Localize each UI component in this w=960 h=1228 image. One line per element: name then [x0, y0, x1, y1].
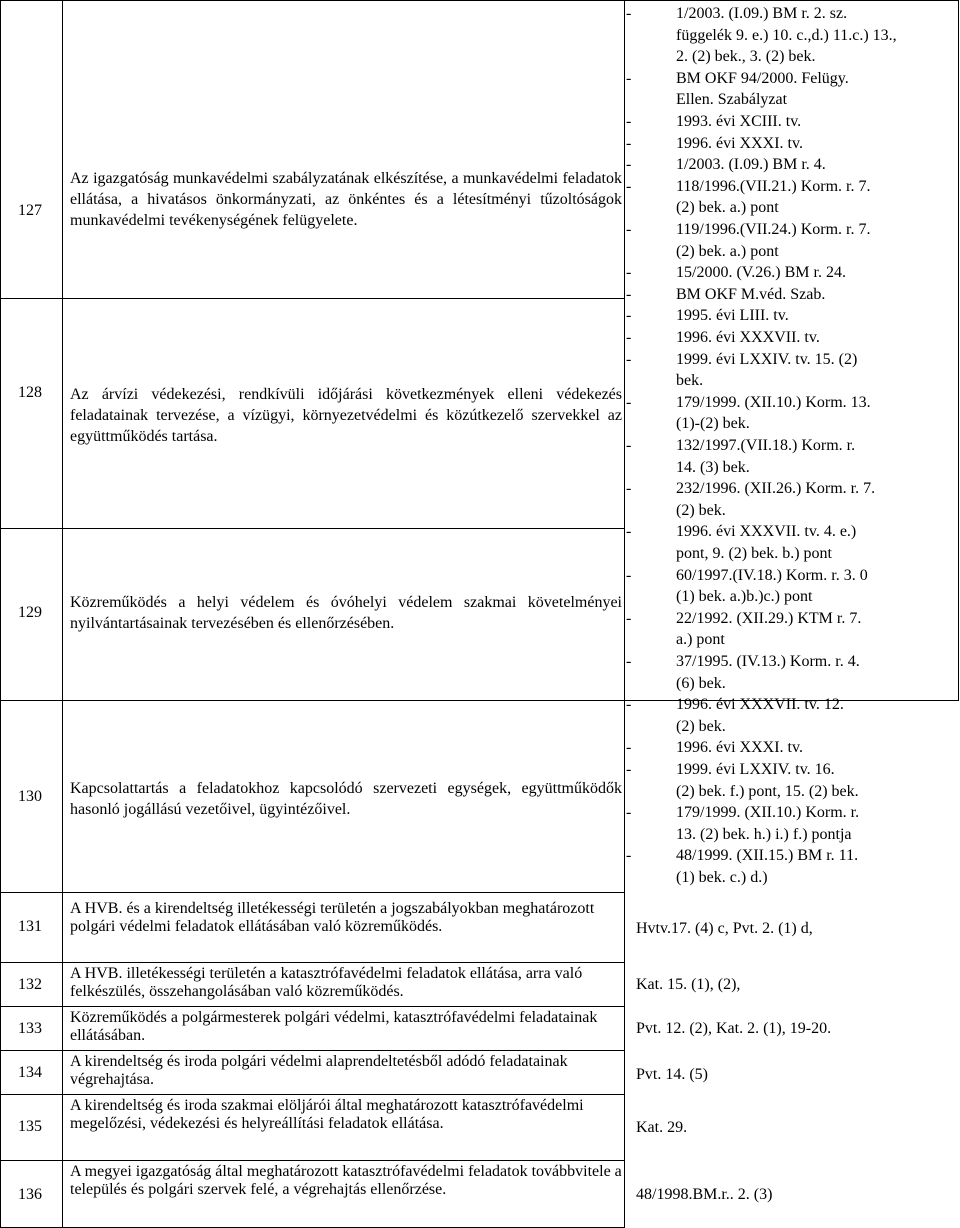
legal-reference-item: [624, 759, 956, 802]
legal-reference-line: (2) bek. a.) pont: [676, 242, 779, 260]
legal-reference-item: [624, 737, 956, 759]
list-dash: -: [626, 696, 632, 714]
list-dash: -: [626, 523, 632, 541]
legal-reference-item: [624, 219, 956, 262]
list-dash: -: [626, 285, 632, 303]
row-number: 129: [18, 604, 42, 621]
legal-reference-line: 15/2000. (V.26.) BM r. 24.: [676, 264, 846, 282]
list-dash: -: [626, 264, 632, 282]
legal-reference-item: [624, 176, 956, 219]
list-dash: -: [626, 437, 632, 454]
legal-reference: Hvtv.17. (4) c, Pvt. 2. (1) d,: [636, 920, 813, 937]
legal-reference-item: [624, 154, 956, 176]
row-number: 134: [18, 1064, 42, 1081]
table-right-border: [958, 0, 959, 700]
legal-reference-line: 232/1996. (XII.26.) Korm. r. 7.: [676, 480, 876, 498]
legal-reference-line: (1) bek. c.) d.): [676, 868, 768, 886]
row-separator: [0, 1160, 624, 1161]
legal-reference: Pvt. 14. (5): [636, 1066, 708, 1083]
legal-reference-line: 119/1996.(VII.24.) Korm. r. 7.: [676, 221, 871, 238]
task-description: Az árvízi védekezési, rendkívüli időjárási következmények elleni védekezés feladatainak tervezése, a vízügyi, környezetvédelmi és közútkezelő szervekkel az együttműködés tartása.: [70, 386, 622, 445]
row-separator: [0, 298, 624, 299]
row-separator: [0, 1094, 624, 1095]
list-dash: -: [626, 739, 632, 757]
legal-reference-line: 179/1999. (XII.10.) Korm. 13.: [676, 393, 871, 411]
legal-reference-item: [624, 845, 956, 888]
legal-reference-line: 1996. évi XXXVII. tv. 12.: [676, 696, 844, 714]
task-description: Közreműködés a polgármesterek polgári védelmi, katasztrófavédelmi feladatainak ellátásában.: [70, 1009, 598, 1044]
row-number: 127: [18, 202, 42, 219]
legal-reference-line: 14. (3) bek.: [676, 458, 750, 476]
row-number: 135: [18, 1118, 42, 1135]
list-dash: -: [626, 156, 632, 174]
legal-reference-line: 118/1996.(VII.21.) Korm. r. 7.: [676, 177, 871, 195]
legal-reference-item: [624, 262, 956, 284]
list-dash: -: [626, 480, 632, 498]
column-divider-num: [62, 0, 63, 1228]
legal-reference-item: [624, 802, 956, 845]
legal-reference-line: pont, 9. (2) bek. b.) pont: [676, 544, 832, 562]
legal-reference-line: bek.: [676, 372, 704, 390]
legal-reference-item: [624, 3, 956, 68]
legal-reference-line: függelék 9. e.) 10. c.,d.) 11.c.) 13.,: [676, 26, 897, 44]
legal-reference-item: [624, 305, 956, 327]
list-dash: -: [626, 350, 632, 368]
list-dash: -: [626, 804, 632, 822]
list-dash: -: [626, 847, 632, 865]
legal-reference-line: 1/2003. (I.09.) BM r. 4.: [676, 156, 826, 174]
task-description: A HVB. illetékességi területén a katasztrófavédelmi feladatok ellátása, arra való felkészülés, összehangolásában való közreműködés.: [70, 965, 583, 1000]
task-description: A megyei igazgatóság által meghatározott katasztrófavédelmi feladatok továbbvitele a település és polgári szervek felé, a végrehajtás ellenőrzése.: [70, 1163, 622, 1198]
legal-reference-line: 1996. évi XXXVII. tv.: [676, 329, 820, 346]
list-dash: -: [626, 307, 632, 325]
legal-reference-line: (1)-(2) bek.: [676, 415, 750, 433]
legal-reference-line: BM OKF M.véd. Szab.: [676, 285, 826, 303]
task-description: Kapcsolattartás a feladatokhoz kapcsolódó szervezeti egységek, együttműködők hasonló jogállású vezetőivel, ügyintézőivel.: [70, 780, 622, 818]
legal-reference-line: 48/1999. (XII.15.) BM r. 11.: [676, 847, 859, 865]
legal-reference: Kat. 29.: [636, 1119, 688, 1136]
legal-reference-line: 2. (2) bek., 3. (2) bek.: [676, 48, 816, 66]
list-dash: -: [626, 177, 632, 195]
legal-reference-line: 1999. évi LXXIV. tv. 16.: [676, 761, 835, 778]
list-dash: -: [626, 393, 632, 411]
legal-reference-item: [624, 651, 956, 694]
list-dash: -: [626, 221, 632, 238]
list-dash: -: [626, 5, 632, 22]
legal-reference-line: (2) bek.: [676, 717, 726, 735]
legal-reference-item: [624, 478, 956, 521]
legal-reference-line: (2) bek.: [676, 501, 726, 519]
legal-reference-item: [624, 694, 956, 737]
task-description: A kirendeltség és iroda polgári védelmi alaprendeltetésből adódó feladatainak végrehajtása.: [70, 1053, 568, 1088]
legal-reference-item: [624, 133, 956, 155]
legal-reference-line: 22/1992. (XII.29.) KTM r. 7.: [676, 609, 862, 627]
list-dash: -: [626, 134, 632, 152]
legal-reference-line: BM OKF 94/2000. Felügy.: [676, 69, 849, 87]
task-description: A kirendeltség és iroda szakmai elöljárói által meghatározott katasztrófavédelmi megelőzési, védekezési és helyreállítási feladatok ellátása.: [70, 1097, 584, 1132]
list-dash: -: [626, 653, 632, 670]
legal-reference-line: 1996. évi XXXI. tv.: [676, 739, 803, 757]
list-dash: -: [626, 113, 632, 130]
legal-reference-line: 1/2003. (I.09.) BM r. 2. sz.: [676, 5, 848, 22]
legal-reference-item: [624, 392, 956, 435]
legal-reference-item: [624, 608, 956, 651]
legal-reference-line: (6) bek.: [676, 674, 726, 692]
legal-reference-item: [624, 68, 956, 111]
row-number: 132: [18, 976, 42, 993]
legal-reference-item: [624, 111, 956, 133]
task-description: Közreműködés a helyi védelem és óvóhelyi védelem szakmai követelményei nyilvántartásainak tervezésében és ellenőrzésében.: [70, 594, 622, 632]
list-dash: -: [626, 761, 632, 778]
legal-reference-line: a.) pont: [676, 631, 725, 649]
row-separator: [0, 528, 624, 529]
legal-reference-line: 1996. évi XXXVII. tv. 4. e.): [676, 523, 857, 541]
legal-reference-line: 132/1997.(VII.18.) Korm. r.: [676, 437, 856, 454]
table-top-border: [0, 0, 959, 1]
legal-reference: 48/1998.BM.r.. 2. (3): [636, 1186, 773, 1203]
row-number: 128: [18, 384, 42, 401]
list-dash: -: [626, 609, 632, 627]
legal-reference-line: (1) bek. a.)b.)c.) pont: [676, 588, 813, 606]
legal-reference-line: 1993. évi XCIII. tv.: [676, 113, 802, 130]
row-separator: [0, 1050, 624, 1051]
legal-reference-item: [624, 521, 956, 564]
task-description: A HVB. és a kirendeltség illetékességi területén a jogszabályokban meghatározott polgári védelmi feladatok ellátásában való közreműködés.: [70, 900, 595, 935]
row-number: 131: [18, 918, 42, 935]
list-dash: -: [626, 329, 632, 346]
legal-reference-line: 1999. évi LXXIV. tv. 15. (2): [676, 350, 858, 368]
legal-reference-line: 13. (2) bek. h.) i.) f.) pontja: [676, 825, 852, 843]
legal-reference-item: [624, 327, 956, 349]
list-dash: -: [626, 566, 632, 584]
legal-reference-item: [624, 349, 956, 392]
legal-reference-item: [624, 284, 956, 306]
list-dash: -: [626, 69, 632, 87]
legal-reference-item: [624, 435, 956, 478]
legal-reference-line: (2) bek. a.) pont: [676, 199, 779, 217]
legal-reference-line: 179/1999. (XII.10.) Korm. r.: [676, 804, 860, 822]
row-separator: [0, 1006, 624, 1007]
row-number: 130: [18, 788, 42, 805]
legal-reference: Pvt. 12. (2), Kat. 2. (1), 19-20.: [636, 1020, 832, 1037]
row-number: 136: [18, 1186, 42, 1203]
task-description: Az igazgatóság munkavédelmi szabályzatának elkészítése, a munkavédelmi feladatok ellátása, a hivatásos önkormányzati, az önkéntes és a létesítményi tűzoltóságok munkavédelmi tevékenységének felügyelete.: [70, 170, 622, 229]
legal-reference-line: 60/1997.(IV.18.) Korm. r. 3. 0: [676, 566, 868, 584]
legal-reference-line: 1996. évi XXXI. tv.: [676, 134, 803, 152]
legal-reference-line: Ellen. Szabályzat: [676, 91, 788, 109]
legal-reference-line: (2) bek. f.) pont, 15. (2) bek.: [676, 782, 859, 800]
legal-reference: Kat. 15. (1), (2),: [636, 976, 741, 993]
legal-reference-line: 1995. évi LIII. tv.: [676, 307, 789, 325]
legal-reference-line: 37/1995. (IV.13.) Korm. r. 4.: [676, 653, 860, 670]
row-number: 133: [18, 1020, 42, 1037]
row-separator: [0, 892, 624, 893]
legal-reference-item: [624, 565, 956, 608]
row-separator: [0, 962, 624, 963]
